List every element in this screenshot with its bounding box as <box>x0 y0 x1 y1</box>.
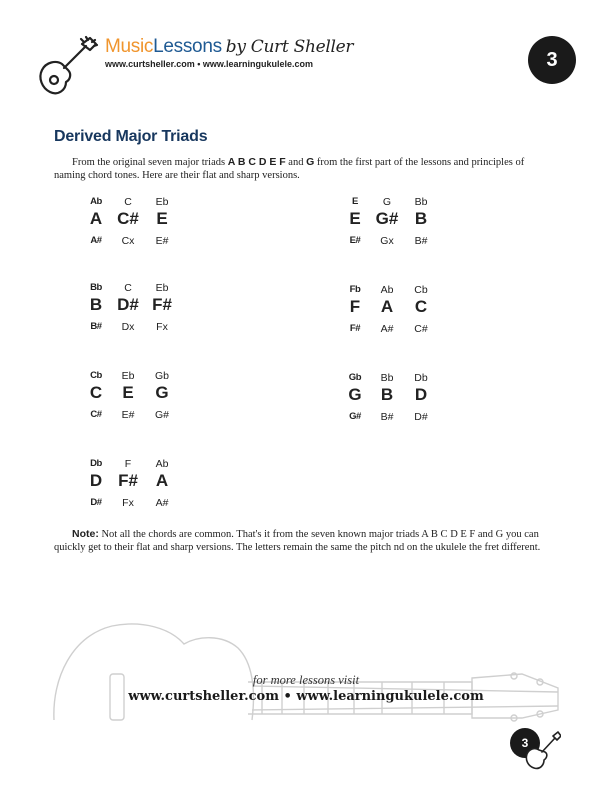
note-label: Note: <box>72 528 99 540</box>
triad-natural: B <box>414 209 428 228</box>
triad-sharp: Fx <box>122 497 134 509</box>
triad-flat: C <box>124 282 132 294</box>
triad-natural: C# <box>117 209 139 228</box>
triad-natural: E <box>349 209 361 228</box>
intro-text-3: from the first part of the lessons and principles of naming chord tones. Here are their flat and sharp versions. <box>54 157 525 181</box>
triad-sharp: Cx <box>121 235 135 247</box>
triad-flat: Eb <box>155 196 169 208</box>
triad-natural: F# <box>152 295 172 314</box>
triad-flat: Cb <box>414 284 428 296</box>
header-urls: www.curtsheller.com • www.learningukulele.com <box>105 59 314 69</box>
page-number-badge: 3 <box>528 36 576 84</box>
triad-g <box>347 372 457 442</box>
triad-natural: B <box>89 295 103 314</box>
section-title: Derived Major Triads <box>54 128 208 145</box>
triad-flat: Bb <box>90 282 102 293</box>
triad-sharp: A# <box>90 235 102 246</box>
triad-flat: Bb <box>380 372 394 384</box>
triad-sharp: E# <box>121 409 135 421</box>
triad-natural: G# <box>375 209 399 228</box>
triad-a <box>88 196 198 266</box>
triad-natural: C <box>414 297 428 316</box>
brand-lessons: Lessons <box>153 36 222 57</box>
triad-flat: C <box>124 196 132 208</box>
triad-sharp: A# <box>155 497 169 509</box>
triad-flat: Gb <box>348 372 362 383</box>
triad-natural: E <box>156 209 168 228</box>
triad-b <box>88 282 198 352</box>
triad-sharp: Fx <box>156 321 168 333</box>
triad-natural: A <box>89 209 103 228</box>
triad-c <box>88 370 198 440</box>
triad-e <box>347 196 457 266</box>
triad-sharp: C# <box>90 409 102 420</box>
triad-flat: Db <box>90 458 102 469</box>
triad-sharp: C# <box>414 323 428 335</box>
note-paragraph <box>54 528 564 554</box>
triad-f <box>347 284 457 354</box>
triad-flat: G <box>382 196 392 208</box>
triad-flat: Ab <box>380 284 394 296</box>
triad-sharp: F# <box>349 323 361 334</box>
triad-sharp: D# <box>90 497 102 508</box>
triad-sharp: G# <box>154 409 169 421</box>
triad-natural: G <box>155 383 169 402</box>
triad-sharp: B# <box>380 411 394 423</box>
triad-flat: Cb <box>90 370 102 381</box>
triad-sharp: D# <box>414 411 428 423</box>
triad-flat: E <box>352 196 358 207</box>
triad-natural: G <box>348 385 362 404</box>
triad-flat: F <box>124 458 132 470</box>
intro-paragraph <box>54 156 554 182</box>
triad-natural: B <box>380 385 394 404</box>
ukulele-outline-icon <box>52 618 562 722</box>
triad-sharp: Dx <box>121 321 135 333</box>
triad-flat: Gb <box>154 370 169 382</box>
footer-page-number-badge: 3 <box>510 728 540 758</box>
triad-sharp: E# <box>155 235 169 247</box>
ukulele-logo-icon <box>34 34 100 100</box>
triad-natural: D <box>89 471 103 490</box>
intro-bold-letter-g: G <box>306 156 315 168</box>
triad-flat: Bb <box>414 196 428 208</box>
small-ukulele-icon <box>525 730 561 770</box>
triad-sharp: G# <box>349 411 361 422</box>
triad-flat: Fb <box>349 284 361 295</box>
triad-natural: A <box>155 471 169 490</box>
brand-title <box>105 36 353 58</box>
note-text: Not all the chords are common. That's it from the seven known major triads A B C D E F and G you can quickly get to their flat and sharp versions. The letters remain the same the pitch nd on the ukulele the fret different. <box>54 529 541 553</box>
triad-natural: D# <box>117 295 139 314</box>
triad-flat: Eb <box>155 282 169 294</box>
triad-natural: E <box>122 383 134 402</box>
triad-sharp: B# <box>90 321 102 332</box>
triad-natural: D <box>414 385 428 404</box>
footer-urls: www.curtsheller.com • www.learningukulele.com <box>128 689 484 704</box>
brand-music: Music <box>105 36 154 57</box>
triad-sharp: A# <box>380 323 394 335</box>
triad-natural: A <box>380 297 394 316</box>
triad-flat: Eb <box>121 370 135 382</box>
triad-natural: F <box>349 297 361 316</box>
triad-sharp: B# <box>414 235 428 247</box>
triad-flat: Db <box>414 372 428 384</box>
triad-sharp: E# <box>349 235 361 246</box>
brand-byline: by Curt Sheller <box>225 37 354 57</box>
triad-d <box>88 458 198 528</box>
triad-natural: F# <box>118 471 138 490</box>
triad-flat: Ab <box>90 196 102 207</box>
triad-sharp: Gx <box>380 235 394 247</box>
triad-flat: Ab <box>155 458 169 470</box>
footer-visit-text: for more lessons visit <box>252 673 360 687</box>
intro-text-1: From the original seven major triads <box>72 157 228 168</box>
triad-natural: C <box>89 383 103 402</box>
intro-bold-letters: A B C D E F <box>227 156 286 168</box>
intro-text-2: and <box>285 157 307 168</box>
